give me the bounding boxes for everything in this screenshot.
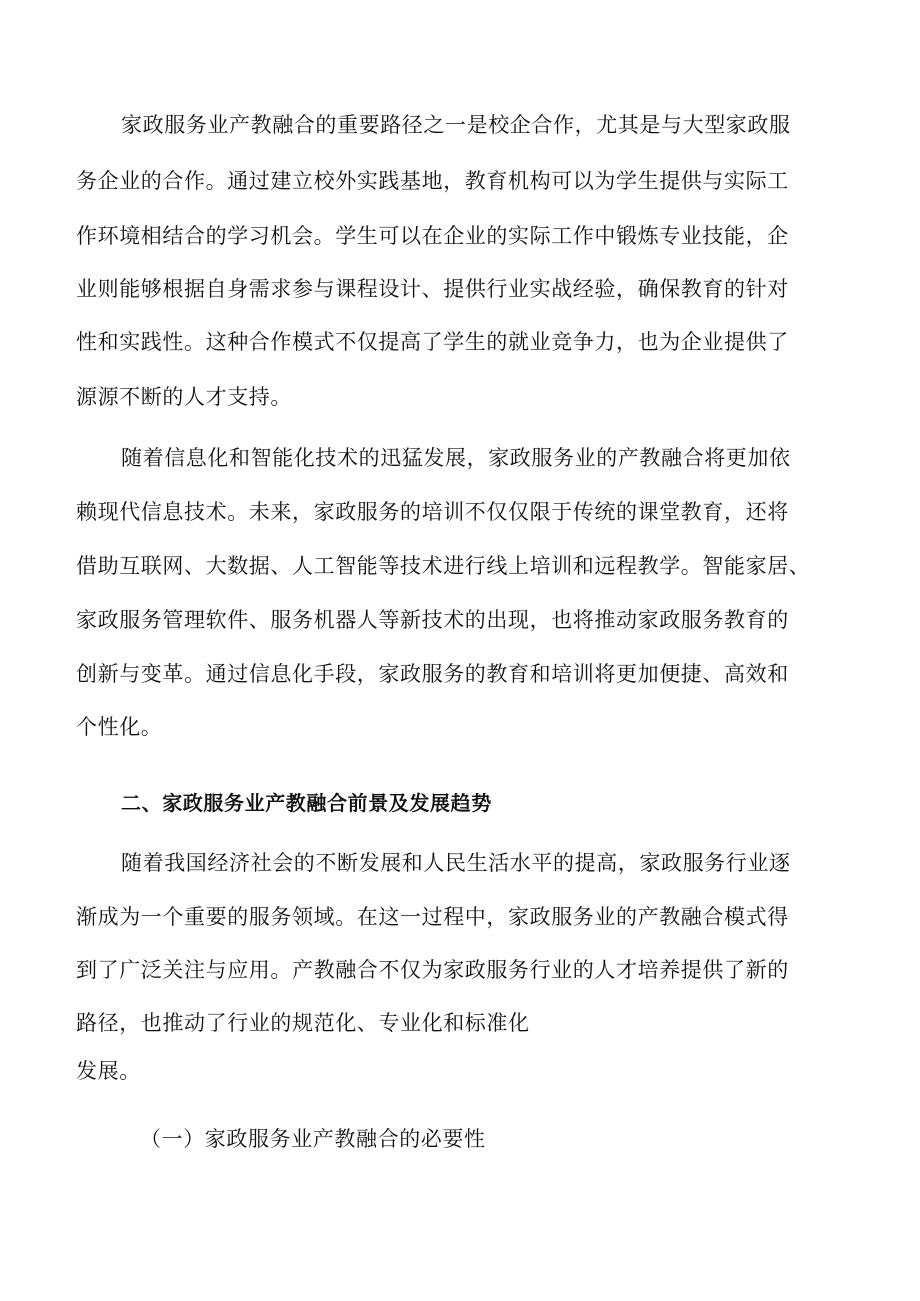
text-line: 个性化。 <box>76 715 163 739</box>
text-line: 随着我国经济社会的不断发展和人民生活水平的提高，家政服务行业逐 <box>121 851 791 875</box>
text-line: 渐成为一个重要的服务领域。在这一过程中，家政服务业的产教融合模式得 <box>76 905 789 929</box>
text-line: 业则能够根据自身需求参与课程设计、提供行业实战经验，确保教育的针对 <box>76 277 789 301</box>
text-line: 随着信息化和智能化技术的迅猛发展，家政服务业的产教融合将更加依 <box>121 446 791 470</box>
text-line: 作环境相结合的学习机会。学生可以在企业的实际工作中锻炼专业技能，企 <box>76 224 789 248</box>
text-line: 源源不断的人才支持。 <box>76 385 292 409</box>
text-line: 到了广泛关注与应用。产教融合不仅为家政服务行业的人才培养提供了新的 <box>76 958 789 982</box>
text-line: 赖现代信息技术。未来，家政服务的培训不仅仅限于传统的课堂教育，还将 <box>76 500 789 524</box>
text-line: 创新与变革。通过信息化手段，家政服务的教育和培训将更加便捷、高效和 <box>76 662 789 686</box>
text-line: 家政服务管理软件、服务机器人等新技术的出现，也将推动家政服务教育的 <box>76 608 789 632</box>
text-line: 借助互联网、大数据、人工智能等技术进行线上培训和远程教学。智能家居、 <box>76 554 811 578</box>
text-line: 路径，也推动了行业的规范化、专业化和标准化 <box>76 1011 530 1035</box>
subsection-heading: （一）家政服务业产教融合的必要性 <box>140 1127 486 1151</box>
section-heading: 二、家政服务业产教融合前景及发展趋势 <box>121 791 492 815</box>
text-line: 家政服务业产教融合的重要路径之一是校企合作，尤其是与大型家政服 <box>121 113 791 137</box>
text-line: 性和实践性。这种合作模式不仅提高了学生的就业竞争力，也为企业提供了 <box>76 330 789 354</box>
text-line: 务企业的合作。通过建立校外实践基地，教育机构可以为学生提供与实际工 <box>76 169 789 193</box>
text-line: 发展。 <box>76 1059 141 1083</box>
